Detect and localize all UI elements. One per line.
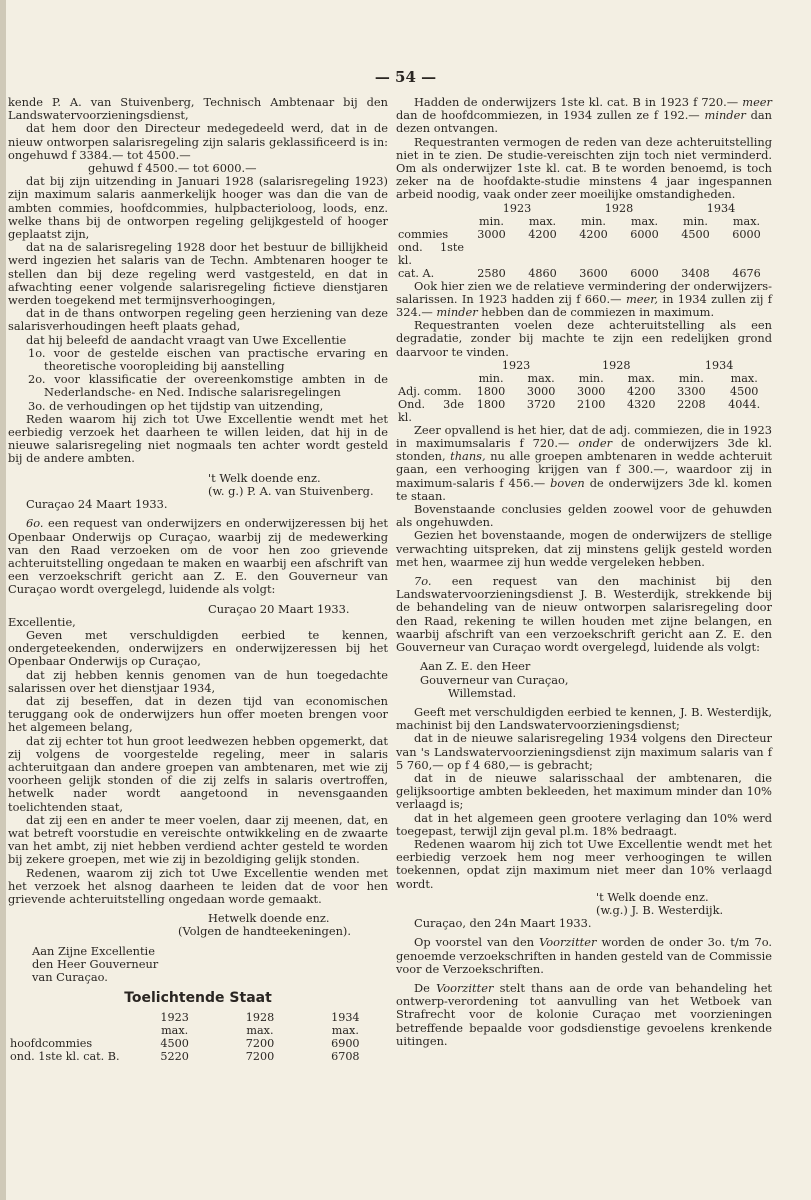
table-cell: min.	[478, 371, 504, 385]
page-number: — 54 —	[374, 68, 437, 86]
table-cell: 1928	[245, 1011, 275, 1025]
date-line: Curaçao, den 24n Maart 1933.	[414, 916, 592, 931]
request-paragraph	[396, 575, 772, 654]
table-row	[396, 228, 772, 241]
paragraph: dat zij beseffen, dat in dezen tijd van economischen teruggang ook de onderwijzers hun offer moeten brengen voor het algemeen belang,	[8, 693, 388, 735]
paragraph: Gezien het bovenstaande, mogen de onderwijzers de stellige verwachting uitspreken, dat zij minstens gelijk gesteld worden met hen, waarmee zij hun wedde vergeleken hebben.	[396, 528, 772, 569]
table-cell: 4500	[729, 384, 759, 398]
text: Hadden de onderwijzers 1ste kl. cat. B in 1923 f 720.—	[414, 95, 739, 109]
item-label: 7o.	[414, 574, 432, 589]
emphasis: minder	[436, 305, 478, 320]
paragraph	[396, 280, 772, 320]
table-cell: 4860	[528, 266, 557, 280]
salary-table-2	[396, 359, 772, 424]
table-cell	[721, 241, 772, 267]
table-cell: min.	[683, 214, 708, 228]
table-cell	[568, 241, 619, 267]
closing-line: Hetwelk doende enz.	[208, 911, 330, 926]
text: De	[414, 980, 430, 995]
paragraph	[396, 982, 772, 1048]
table-cell	[8, 1011, 132, 1024]
table-cell: max.	[732, 214, 761, 228]
text: hebben dan de commiezen in maximum.	[481, 305, 715, 320]
table-cell: 1934	[331, 1011, 360, 1025]
table-cell	[466, 241, 517, 267]
address-line: Willemstad.	[448, 685, 517, 700]
table-cell: ond. 1ste kl. cat. B.	[10, 1050, 120, 1064]
text: Zeer opvallend is het hier, dat de adj. commiezen, die in 1923 in maximumsalaris f 720.—	[396, 422, 772, 451]
table-cell: min.	[581, 214, 606, 228]
table-cell: max.	[331, 1024, 359, 1038]
table-cell: 6000	[630, 266, 659, 280]
table-cell: max.	[630, 214, 659, 228]
table-cell: 1800	[476, 397, 506, 411]
table-cell: 2208	[677, 397, 706, 411]
paragraph: Bovenstaande conclusies gelden zoowel voor de gehuwden als ongehuwden.	[396, 502, 772, 530]
table-row	[396, 398, 772, 424]
table-cell: 6000	[732, 227, 761, 241]
paragraph: dat bij zijn uitzending in Januari 1928 (salarisregeling 1923) zijn maximum salaris aanmerkelijk hooger was dan die van de ambten commies, hoofdcommies, hulpbacterioloog, loods, enz. welke thans bij de ontworpen regeling gelijkgesteld of hooger geplaatst zijn,	[8, 174, 388, 242]
table-cell: 3000	[576, 384, 606, 398]
salutation: Excellentie,	[8, 614, 76, 629]
paragraph: Redenen waarom hij zich tot Uwe Excellentie wendt met het eerbiedig verzoek hem nog meer verhoogingen te willen toekennen, opdat zijn maximum niet meer dan 10% verlaagd wordt.	[396, 836, 772, 891]
table-cell	[517, 241, 568, 267]
table-cell: commies	[398, 227, 449, 241]
table-cell: max.	[627, 371, 655, 385]
date-line: Curaçao 20 Maart 1933.	[208, 601, 350, 616]
address-line: den Heer Gouverneur	[32, 956, 159, 971]
table-cell	[619, 241, 670, 267]
paragraph: Requestranten voelen deze achteruitstelling als een degradatie, zonder bij machte te zijn een redelijken grond daarvoor te vinden.	[396, 318, 772, 359]
table-cell: 6900	[331, 1037, 360, 1051]
table-cell	[670, 241, 721, 267]
left-column	[8, 96, 388, 1063]
paragraph: dat in de nieuwe salarisregeling 1934 volgens den Directeur van 's Landswatervoorzieningsdienst zijn maximum salaris van f 5 760,— op f 4 680,— is gebracht;	[396, 731, 772, 772]
table-cell: max.	[246, 1024, 274, 1038]
table-cell: max.	[528, 214, 557, 228]
table-cell: 4044.	[728, 397, 761, 411]
paragraph: dat zij echter tot hun groot leedwezen hebben opgemerkt, dat zij volgens de voorgestelde regeling, meer in salaris achteruitgaan dan andere groepen van ambtenaren, met wie zij voorheen gelijk stonden of die zij zelfs in salaris overtroffen, hetwelk nader wordt aangetoond in nevensgaanden toelichtenden staat,	[8, 733, 388, 814]
paragraph: Geven met verschuldigden eerbied te kennen, ondergeteekenden, onderwijzers en onderwijzeressen bij het Openbaar Onderwijs op Curaçao,	[8, 627, 388, 669]
table-cell: max.	[527, 371, 555, 385]
paragraph: Redenen, waarom zij zich tot Uwe Excellentie wenden met het verzoek het alsnog daarheen te leiden dat de voor hen grievende achteruitstelling ongedaan worde gemaakt.	[8, 865, 388, 906]
table-row	[396, 385, 772, 398]
table-cell: 1923	[502, 201, 532, 215]
table-cell: 1934	[704, 358, 734, 372]
table-cell: min.	[479, 214, 504, 228]
table-cell: 1923	[501, 358, 531, 372]
table-cell: 4500	[160, 1037, 189, 1051]
signature: (w.g.) J. B. Westerdijk.	[596, 902, 724, 917]
address-line: Aan Zijne Excellentie	[32, 943, 155, 958]
emphasis: Voorzitter	[436, 980, 494, 995]
table-cell: max.	[730, 371, 758, 385]
emphasis: Voorzitter	[539, 935, 597, 950]
table-cell: 3720	[526, 397, 556, 411]
table-cell: 3600	[579, 266, 608, 280]
list-item: 2o. voor klassificatie der overeenkomstige ambten in de Nederlandsche- en Ned. Indische salarisregelingen	[28, 372, 388, 400]
emphasis: meer	[742, 95, 772, 109]
table-cell: hoofdcommies	[10, 1037, 93, 1051]
paragraph: dat hem door den Directeur medegedeeld werd, dat in de nieuw ontworpen salarisregeling zijn salaris geklassificeerd is in: ongehuwd f 3384.— tot 4500.—	[8, 121, 388, 162]
paragraph: dat na de salarisregeling 1928 door het bestuur de billijkheid werd ingezien het salaris van de Techn. Ambtenaren hooger te stellen dan bij deze regeling werd vastgesteld, en dat in afwachting eener volgende salarisregeling fictieve dienstjaren werden toegekend met termijnsverhoogingen,	[8, 240, 388, 308]
emphasis: onder	[578, 436, 613, 451]
staat-title: Toelichtende Staat	[124, 990, 272, 1007]
address-line: van Curaçao.	[32, 970, 108, 984]
table-row	[396, 241, 772, 267]
item-label: 6o.	[26, 516, 44, 531]
table-cell: 1800	[476, 384, 506, 398]
table-cell	[8, 1024, 132, 1037]
paragraph: dat in de nieuwe salarisschaal der ambtenaren, die gelijksoortige ambten bekleeden, het maximum minder dan 10% verlaagd is;	[396, 770, 772, 812]
table-cell: 4676	[732, 266, 761, 280]
table-cell: 4320	[627, 397, 656, 411]
text: de onderwijzers 3de kl. stonden,	[396, 436, 773, 464]
paragraph: Geeft met verschuldigden eerbied te kennen, J. B. Westerdijk, machinist bij den Landswatervoorzieningsdienst;	[396, 704, 772, 733]
table-cell: 4500	[681, 227, 710, 241]
table-cell: max.	[161, 1024, 189, 1038]
emphasis: thans,	[450, 449, 486, 464]
table-cell: 3408	[681, 266, 710, 280]
table-cell: 6708	[331, 1050, 360, 1064]
paragraph-text: een request van den machinist bij den Landswatervoorzieningsdienst J. B. Westerdijk, strekkende bij de behandeling van de nieuw ontworpen salarisregeling door den Raad, rekening te willen houden met zijne belangen, en waarbij afschrift van een verzoekschrift gericht aan Z. E. den Gouverneur van Curaçao wordt overgelegd, luidende als volgt:	[396, 574, 773, 655]
table-cell: 2580	[477, 266, 506, 280]
table-row	[8, 1050, 388, 1063]
closing-line: 't Welk doende enz.	[208, 470, 321, 485]
list-item: 1o. voor de gestelde eischen van practische ervaring en theoretische vooropleiding bij aanstelling	[28, 345, 388, 374]
paragraph: dat zij hebben kennis genomen van de hun toegedachte salarissen over het dienstjaar 1934,	[8, 667, 388, 695]
table-cell: cat. A.	[398, 266, 435, 280]
date-line: Curaçao 24 Maart 1933.	[26, 497, 168, 512]
table-cell: 2100	[576, 397, 606, 411]
text: dan de hoofdcommiezen, in 1934 zullen ze f 192.—	[396, 108, 700, 123]
table-cell: 4200	[528, 227, 557, 241]
text: de onderwijzers 3de kl. komen te staan.	[396, 475, 773, 503]
table-cell: Adj. comm.	[398, 384, 462, 398]
table-row	[8, 1037, 388, 1050]
right-column	[396, 96, 772, 1048]
paragraph-text: een request van onderwijzers en onderwijzeressen bij het Openbaar Onderwijs op Curaçao, waarbij zij de medewerking van den Raad verzoeken om de voor hen zoo grievende achteruitstelling ongedaan te maken en waarbij een afschrift van een verzoekschrift gericht aan Z. E. den Gouverneur van Curaçao wordt overgelegd, luidende als volgt:	[8, 516, 388, 597]
paragraph: Reden waarom hij zich tot Uwe Excellentie wendt met het eerbiedig verzoek het daarheen te willen leiden, dat hij in de nieuwe salarisregeling niet nogmaals ten achter wordt gesteld bij de andere ambten.	[8, 411, 388, 466]
staat-table	[8, 1011, 388, 1063]
signature-note: (Volgen de handteekeningen).	[178, 924, 351, 939]
text: worden de onder 3o. t/m 7o. genoemde verzoekschriften in handen gesteld van de Commissie voor de Verzoekschriften.	[396, 935, 772, 976]
paragraph: gehuwd f 4500.— tot 6000.—	[88, 161, 257, 176]
table-cell: 3000	[526, 384, 556, 398]
emphasis: meer,	[625, 291, 659, 306]
table-cell: min.	[578, 371, 604, 385]
table-cell: 4200	[627, 384, 656, 398]
salary-table-1	[396, 202, 772, 280]
paragraph: Requestranten vermogen de reden van deze achteruitstelling niet in te zien. De studie-vereischten zijn toch niet verminderd. Om als onderwijzer 1ste kl. cat. B te worden benoemd, is toch zeker na de hoofdakte-studie minstens 4 jaar ingespannen arbeid noodig, vaak onder zeer moeilijke omstandigheden.	[396, 134, 772, 202]
binding-edge	[0, 0, 6, 1200]
table-cell: 3000	[477, 227, 506, 241]
table-cell: 4200	[579, 227, 608, 241]
text: Op voorstel van den	[414, 935, 535, 950]
table-cell: 6000	[630, 227, 659, 241]
paragraph: dat in de thans ontworpen regeling geen herziening van deze salarisverhoudingen heeft plaats gehad,	[8, 306, 388, 334]
emphasis: minder	[704, 108, 746, 123]
table-cell: 1923	[160, 1011, 189, 1025]
table-cell: 5220	[160, 1050, 189, 1064]
text: Ook hier zien we de relatieve vermindering der onderwijzers-salarissen. In 1923 hadden zij f 660.—	[396, 278, 772, 306]
address-line: Aan Z. E. den Heer	[420, 659, 531, 674]
table-cell: 1928	[601, 358, 631, 372]
emphasis: boven	[550, 475, 585, 490]
paragraph	[396, 96, 772, 136]
paragraph	[396, 936, 772, 976]
text: in 1934 zullen zij f 324.—	[396, 291, 773, 320]
table-cell: 1928	[604, 201, 634, 215]
signature: (w. g.) P. A. van Stuivenberg.	[208, 483, 374, 498]
text: nu alle groepen ambtenaren in wedde achteruit gaan, een verhooging krijgen van f 300.—, waardoor zij in maximum-salaris f 456.—	[396, 449, 773, 490]
table-cell: min.	[678, 371, 704, 385]
text: stelt thans aan de orde van behandeling het ontwerp-verordening tot aanvulling van het Wetboek van Strafrecht voor de kolonie Curaçao met voorzieningen betreffende bepaalde voor godsdienstige gevoelens krenkende uitingen.	[396, 980, 773, 1048]
closing-line: 't Welk doende enz.	[596, 889, 709, 904]
table-cell: 1934	[706, 201, 736, 215]
table-cell: 7200	[245, 1037, 275, 1051]
paragraph	[396, 424, 772, 503]
list-item: 3o. de verhoudingen op het tijdstip van uitzending,	[28, 398, 324, 413]
paragraph: dat hij beleefd de aandacht vraagt van Uwe Excellentie	[26, 332, 347, 347]
paragraph: dat in het algemeen geen grootere verlaging dan 10% werd toegepast, terwijl zijn geval pl.m. 18% bedraagt.	[396, 810, 772, 838]
paragraph: dat zij een en ander te meer voelen, daar zij meenen, dat, en wat betreft voorstudie en vereischte ontwikkeling en de zwaarte van het ambt, zij niet hebben verdiend achter gesteld te worden bij zekere groepen, met wie zij in bezoldiging gelijk stonden.	[8, 812, 388, 867]
table-cell: ond. 1ste kl.	[398, 240, 464, 267]
request-paragraph	[8, 517, 388, 596]
table-cell: 7200	[245, 1050, 275, 1064]
address-line: Gouverneur van Curaçao,	[420, 672, 569, 687]
text: dan dezen ontvangen.	[396, 108, 773, 136]
table-cell: Ond. 3de kl.	[398, 397, 464, 424]
paragraph: kende P. A. van Stuivenberg, Technisch Ambtenaar bij den Landswatervoorzieningsdienst,	[8, 95, 388, 123]
table-cell: 3300	[677, 384, 706, 398]
